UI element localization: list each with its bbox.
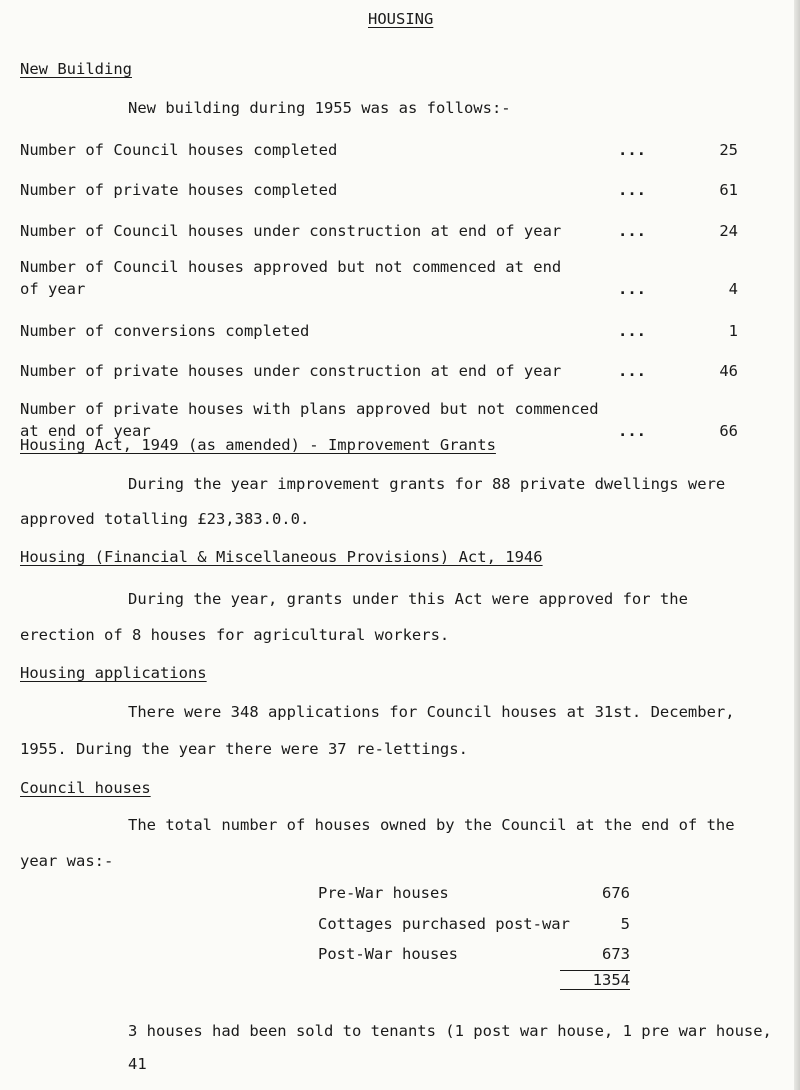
council-houses-footer-line: 3 houses had been sold to tenants (1 post war house, 1 pre war house, [128,1022,772,1040]
new-building-item-label: Number of Council houses completed [20,141,338,159]
new-building-intro: New building during 1955 was as follows:- [128,99,511,117]
leader-dots: ... [618,422,646,440]
new-building-item-value: 46 [719,362,738,380]
improvement-grants-heading: Housing Act, 1949 (as amended) - Improvement Grants [20,436,496,454]
applications-para-line2: 1955. During the year there were 37 re-lettings. [20,740,468,758]
page-edge-shadow [794,0,800,1090]
applications-para-line1: There were 348 applications for Council houses at 31st. December, [128,703,735,721]
council-houses-total-value: 1354 [592,971,630,989]
new-building-item-label-cont: of year [20,280,86,298]
page-number: 41 [128,1055,147,1073]
new-building-item-value: 24 [719,222,738,240]
new-building-item-label: Number of conversions completed [20,322,310,340]
new-building-item-label-cont: at end of year [20,422,151,440]
council-houses-row-label: Pre-War houses [318,884,449,902]
leader-dots: ... [618,362,646,380]
leader-dots: ... [618,141,646,159]
leader-dots: ... [618,322,646,340]
council-houses-total [560,970,630,990]
council-houses-row-value: 673 [602,945,630,963]
new-building-item-label: Number of Council houses approved but not commenced at end [20,258,562,276]
improvement-grants-para-line2: approved totalling £23,383.0.0. [20,510,310,528]
council-houses-heading: Council houses [20,779,151,797]
new-building-item-label: Number of Council houses under construction at end of year [20,222,562,240]
council-houses-row-label: Post-War houses [318,945,458,963]
new-building-heading: New Building [20,60,132,78]
improvement-grants-para-line1: During the year improvement grants for 88 private dwellings were [128,475,726,493]
council-houses-row-label: Cottages purchased post-war [318,915,570,933]
council-houses-para-line1: The total number of houses owned by the Council at the end of the [128,816,735,834]
council-houses-row-value: 676 [602,884,630,902]
new-building-item-value: 4 [728,280,738,298]
applications-heading: Housing applications [20,664,207,682]
new-building-item-label: Number of private houses under construction at end of year [20,362,562,380]
financial-act-para-line1: During the year, grants under this Act were approved for the [128,590,688,608]
leader-dots: ... [618,280,646,298]
council-houses-row-value: 5 [620,915,630,933]
financial-act-heading: Housing (Financial & Miscellaneous Provisions) Act, 1946 [20,548,543,566]
council-houses-para-line2: year was:- [20,852,114,870]
page-title: HOUSING [368,10,434,28]
new-building-item-value: 25 [719,141,738,159]
financial-act-para-line2: erection of 8 houses for agricultural workers. [20,626,450,644]
new-building-item-label: Number of private houses completed [20,181,338,199]
new-building-item-value: 61 [719,181,738,199]
new-building-item-value: 66 [719,422,738,440]
new-building-item-value: 1 [728,322,738,340]
new-building-item-label: Number of private houses with plans approved but not commenced [20,400,599,418]
leader-dots: ... [618,181,646,199]
leader-dots: ... [618,222,646,240]
